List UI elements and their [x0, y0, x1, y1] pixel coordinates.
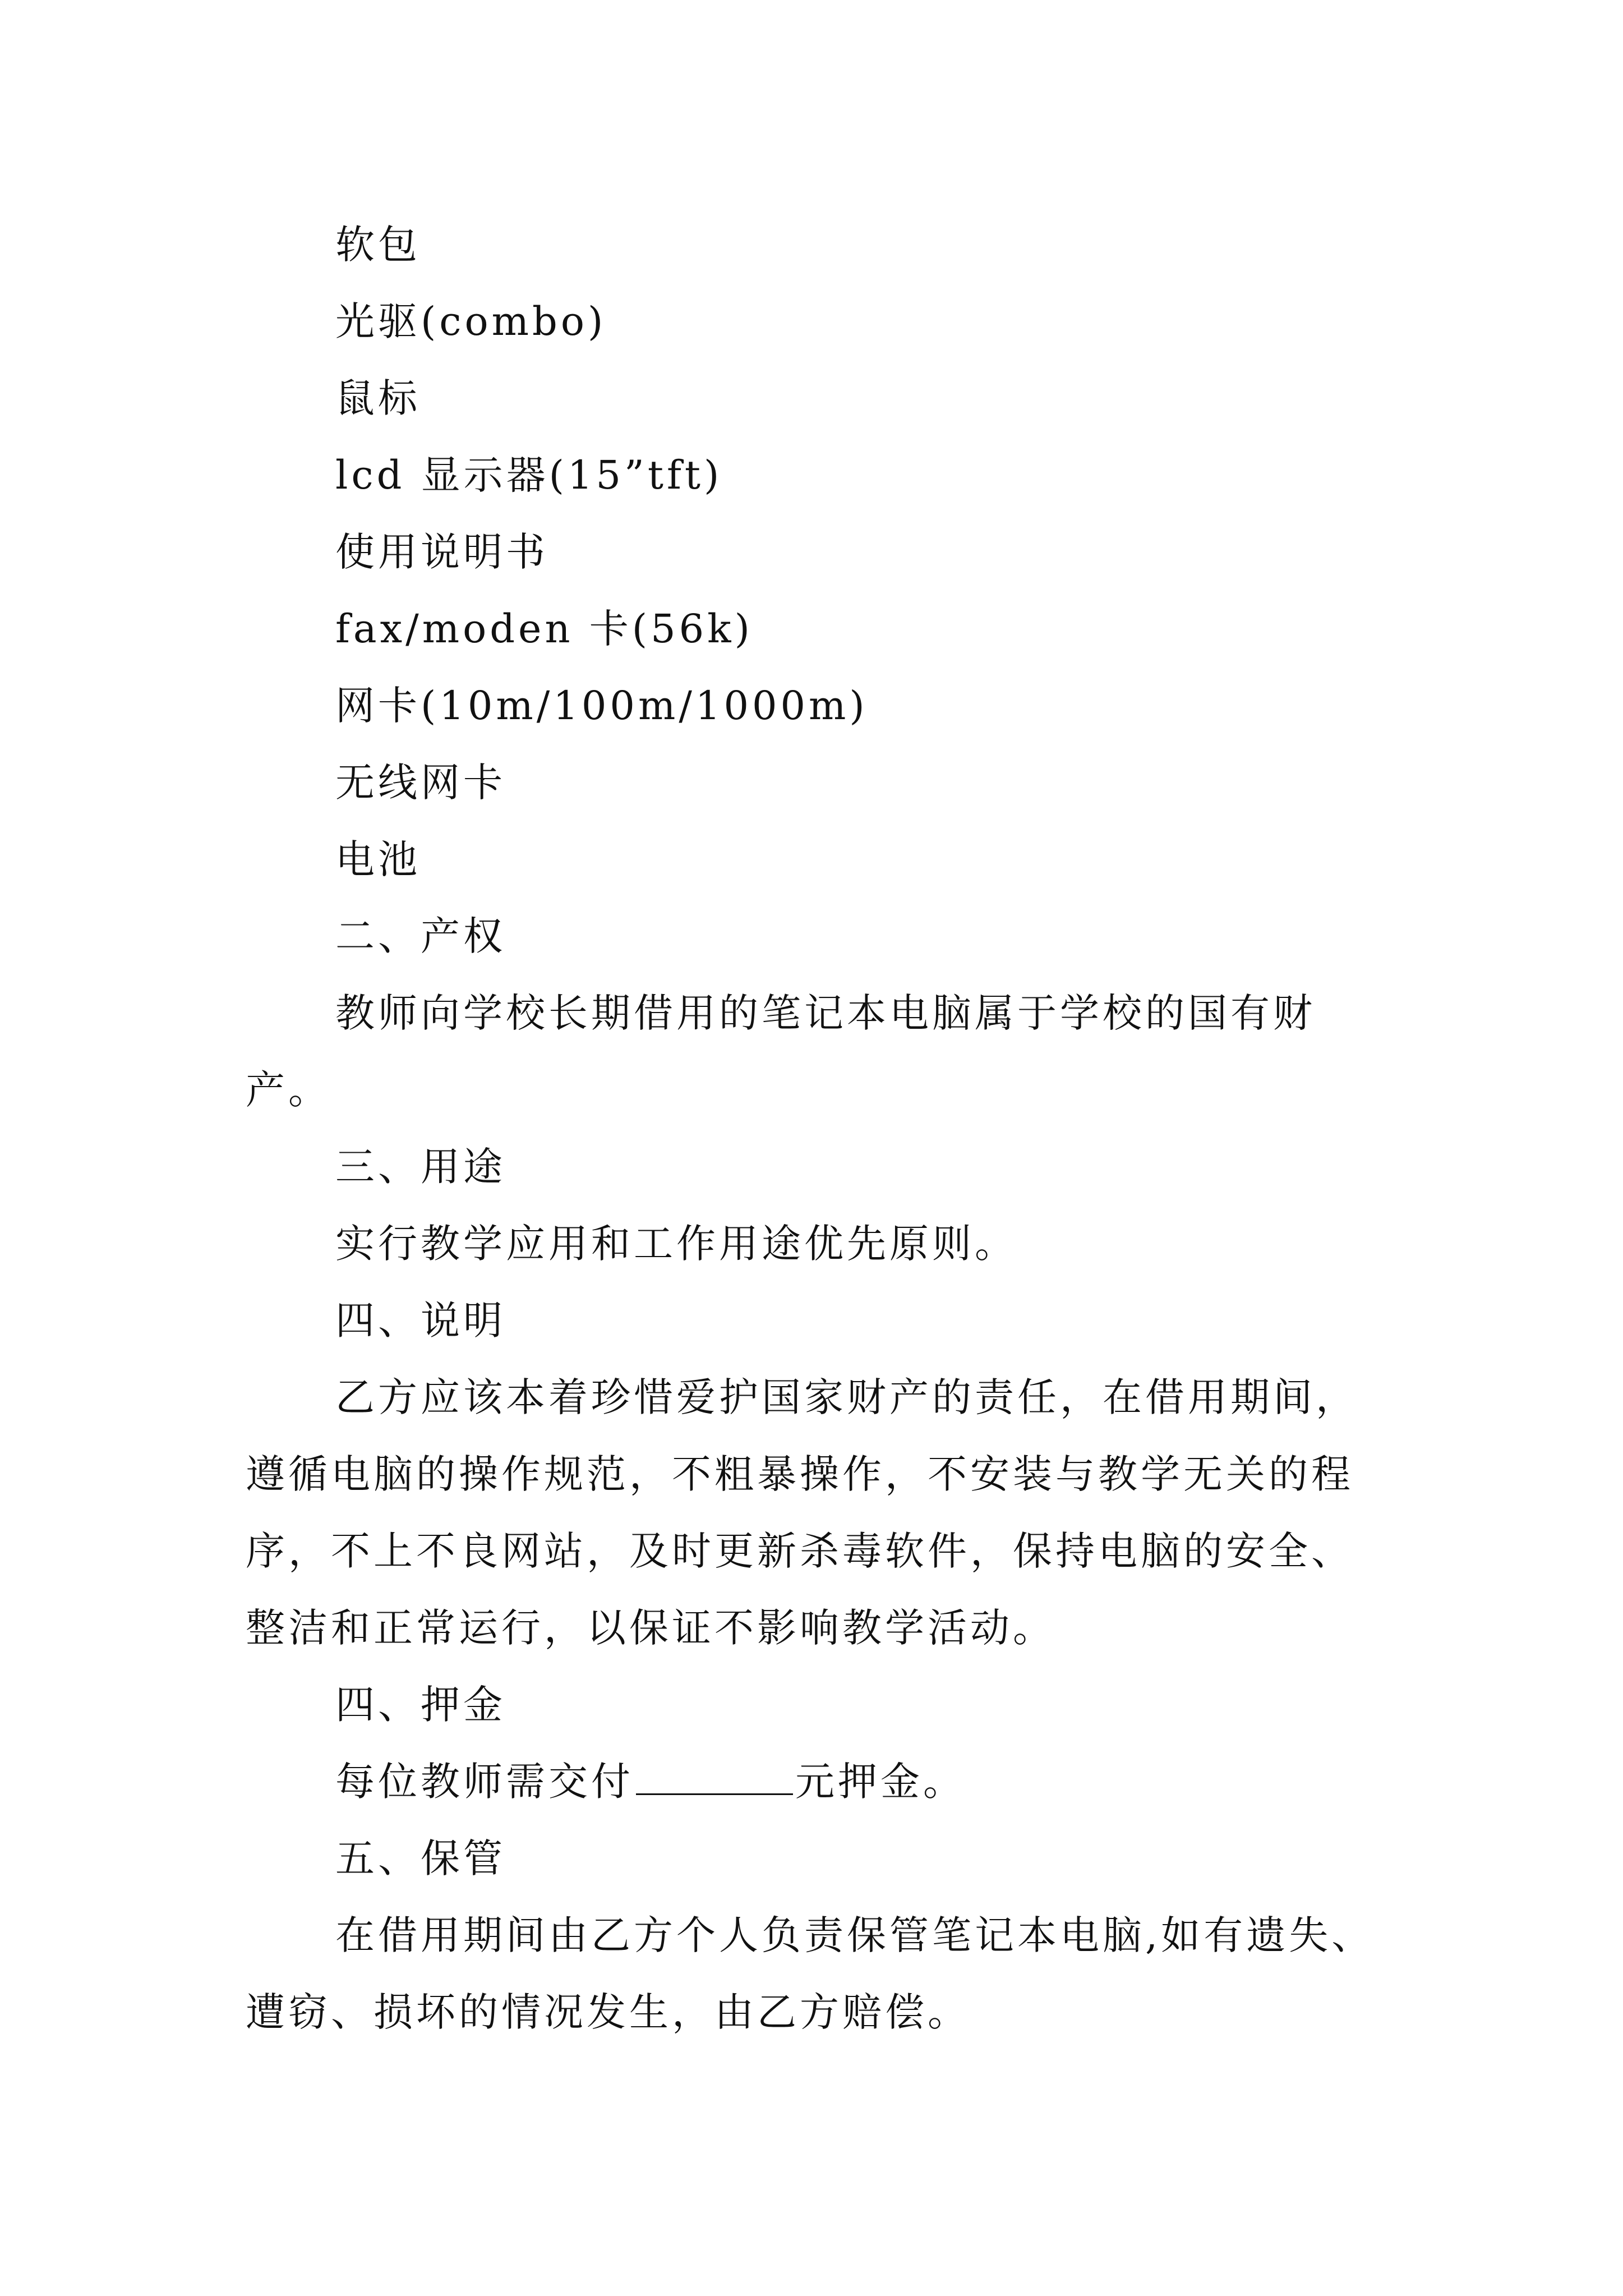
paragraph-ownership-line-1: 教师向学校长期借用的笔记本电脑属于学校的国有财: [335, 990, 1316, 1036]
item-manual: 使用说明书: [335, 529, 548, 575]
item-network-card: 网卡(10m/100m/1000m): [335, 683, 868, 729]
paragraph-custody-line-1: 在借用期间由乙方个人负责保管笔记本电脑,如有遗失、: [335, 1912, 1375, 1958]
item-lcd-display: lcd 显示器(15”tft): [335, 452, 723, 498]
section-heading-ownership: 二、产权: [335, 913, 506, 959]
paragraph-ownership-line-2: 产。: [246, 1067, 331, 1113]
item-soft-bag: 软包: [335, 222, 421, 268]
item-mouse: 鼠标: [335, 375, 421, 421]
paragraph-deposit-line-1: [246, 1743, 1390, 1820]
document-body: [246, 206, 1390, 2051]
paragraph-notes-line-2: 遵循电脑的操作规范，不粗暴操作，不安装与教学无关的程: [246, 1451, 1354, 1497]
paragraph-notes-line-3: 序，不上不良网站，及时更新杀毒软件，保持电脑的安全、: [246, 1528, 1354, 1574]
section-heading-custody: 五、保管: [335, 1835, 506, 1881]
section-heading-notes: 四、说明: [335, 1297, 506, 1343]
item-battery: 电池: [335, 836, 421, 882]
paragraph-usage-line-1: 实行教学应用和工作用途优先原则。: [335, 1221, 1017, 1267]
deposit-text-after: 元押金。: [795, 1759, 966, 1805]
section-heading-deposit: 四、押金: [335, 1682, 506, 1728]
deposit-text-before: 每位教师需交付: [335, 1759, 634, 1805]
section-heading-usage: 三、用途: [335, 1144, 506, 1190]
deposit-amount-blank: [636, 1759, 793, 1795]
paragraph-notes-line-4: 整洁和正常运行，以保证不影响教学活动。: [246, 1605, 1055, 1651]
item-optical-drive: 光驱(combo): [335, 298, 607, 344]
item-fax-modem: fax/moden 卡(56k): [335, 606, 753, 652]
item-wireless-card: 无线网卡: [335, 760, 506, 806]
paragraph-custody-line-2: 遭窃、损坏的情况发生，由乙方赔偿。: [246, 1989, 970, 2035]
paragraph-notes-line-1: 乙方应该本着珍惜爱护国家财产的责任，在借用期间，: [335, 1374, 1358, 1420]
